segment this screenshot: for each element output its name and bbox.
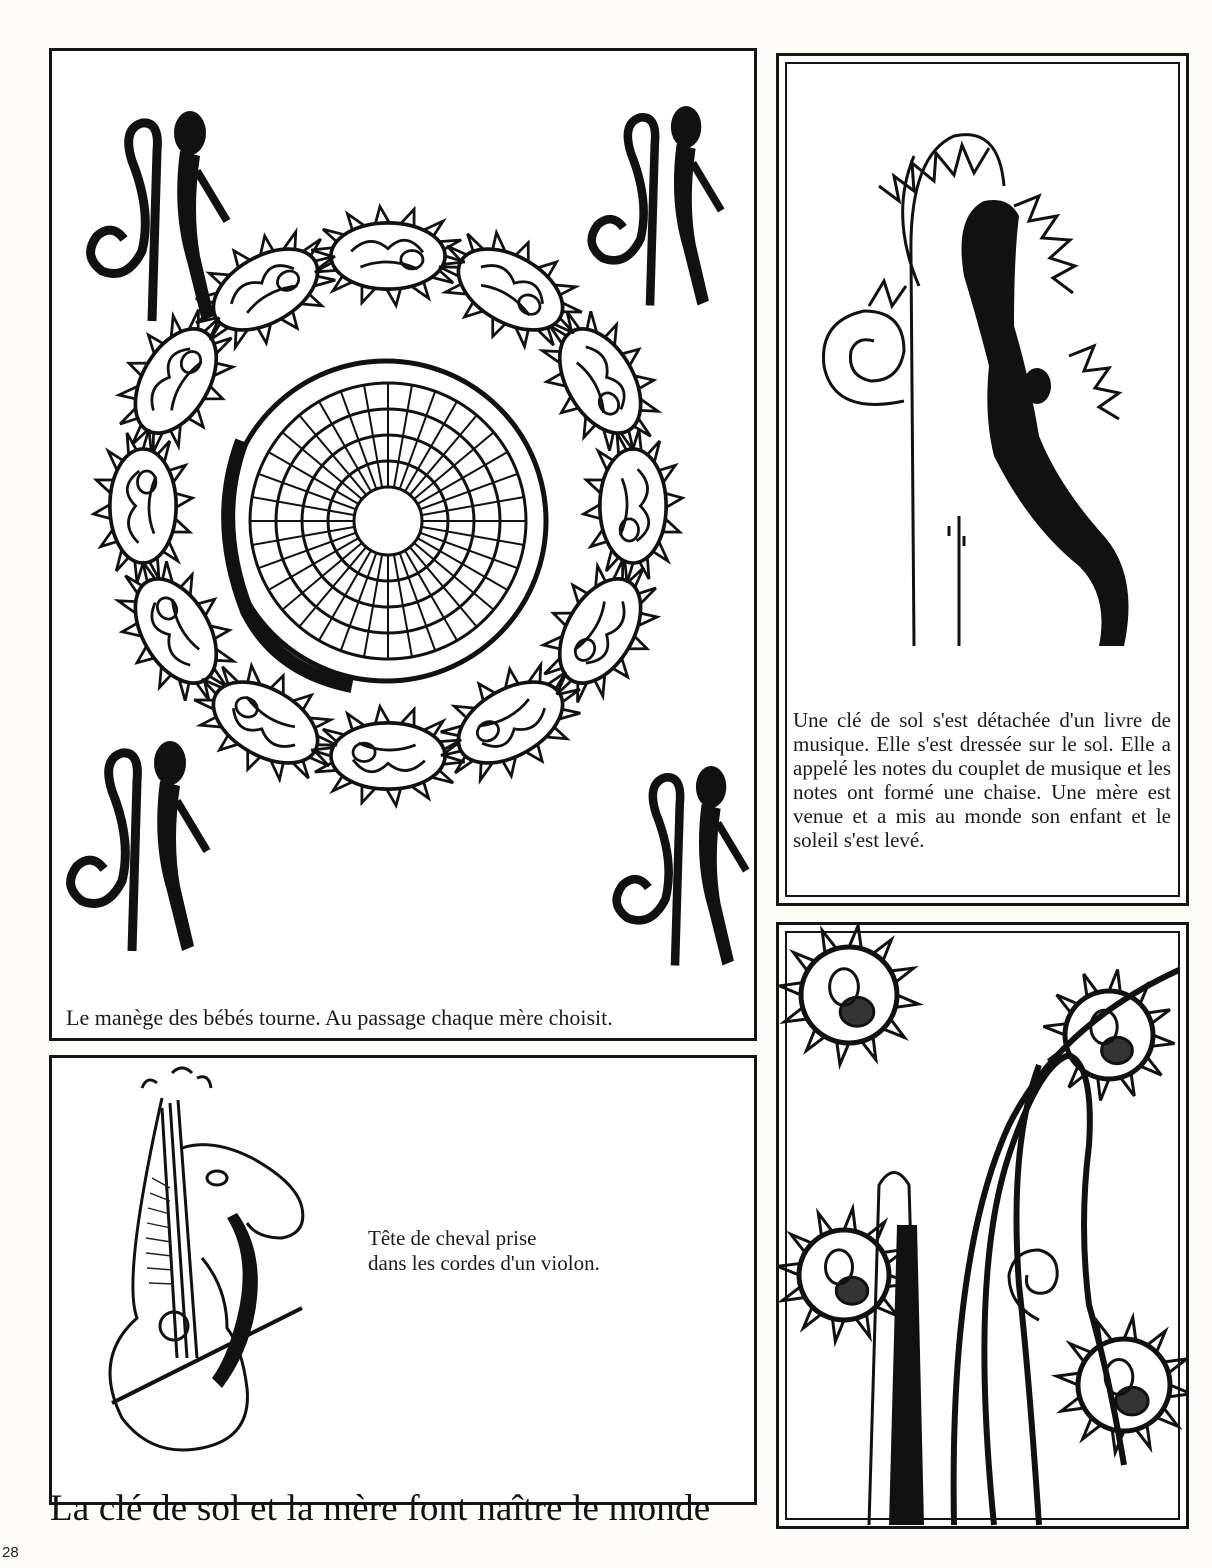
violin-caption-line-1: Tête de cheval prise	[368, 1226, 537, 1250]
sun-shape	[779, 1209, 910, 1342]
treble-clef-caption: Une clé de sol s'est détachée d'un livre de musique. Elle s'est dressée sur le sol. Elle a appelé les notes du couplet de musique et les notes ont formé une chaise. Une mère est venue et a mis au monde son enfant et le soleil s'est levé.	[793, 708, 1171, 852]
baby-pod	[584, 429, 683, 582]
central-wheel	[226, 361, 546, 686]
carousel-caption: Le manège des bébés tourne. Au passage chaque mère choisit.	[66, 1005, 613, 1030]
violin-caption-line-2: dans les cordes d'un violon.	[368, 1251, 600, 1275]
sun-shape	[1057, 1318, 1186, 1453]
carousel-panel	[49, 48, 757, 1041]
clef-figure	[617, 766, 747, 966]
baby-pod	[95, 290, 257, 472]
baby-pod	[174, 641, 356, 803]
sun-shape	[780, 926, 919, 1065]
suns-mother-drawing	[779, 925, 1186, 1526]
carousel-drawing	[52, 51, 754, 996]
violin-caption	[368, 1226, 600, 1276]
clef-figure	[91, 111, 227, 321]
baby-pod	[419, 641, 601, 803]
clef-figure	[71, 741, 207, 951]
page-title: La clé de sol et la mère font naître le monde	[50, 1488, 711, 1529]
violin-panel	[49, 1055, 757, 1505]
treble-clef-mother-drawing	[779, 56, 1186, 696]
treble-clef-panel	[776, 53, 1189, 906]
baby-pods	[94, 207, 683, 806]
suns-mother-panel	[776, 922, 1189, 1529]
baby-pod	[519, 540, 681, 722]
baby-pod	[419, 208, 601, 370]
clef-figure	[592, 106, 722, 306]
baby-pod	[94, 429, 193, 582]
violin-horse-drawing	[52, 1058, 352, 1502]
sun-shape	[1044, 970, 1175, 1101]
page-number: 28	[2, 1544, 19, 1561]
